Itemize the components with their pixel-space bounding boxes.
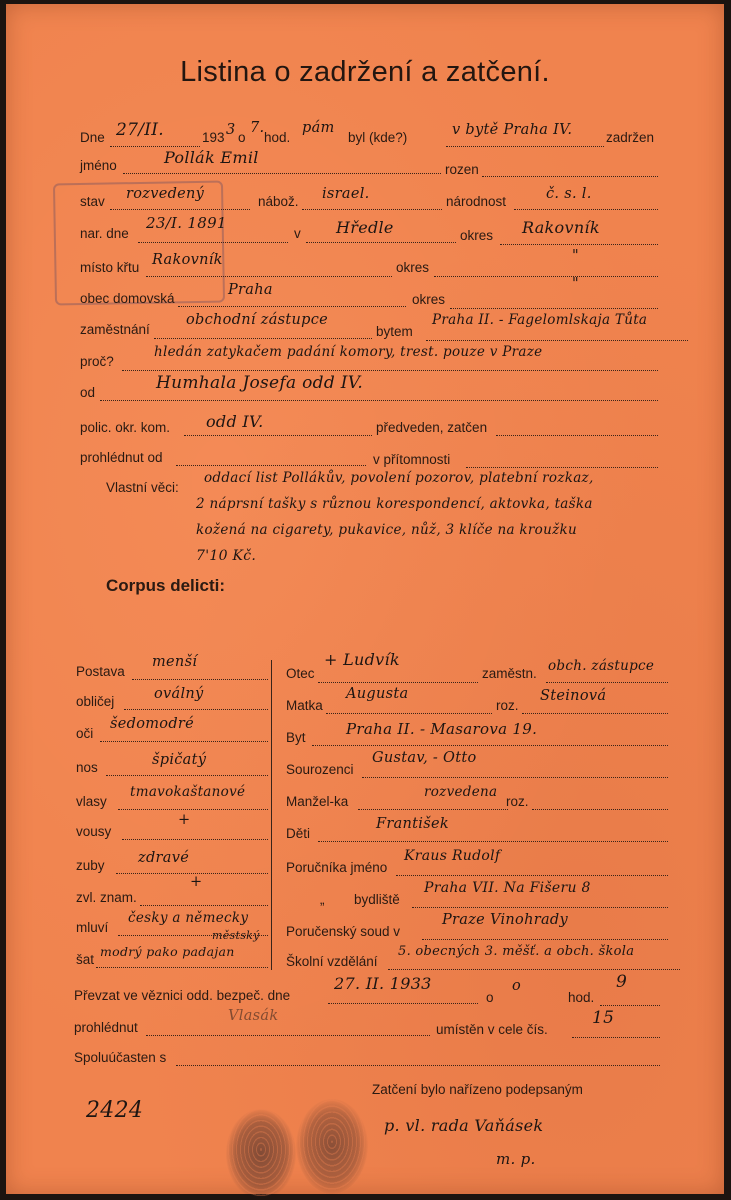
value-day: 27/II. <box>116 120 164 140</box>
label-bytem: bytem <box>376 324 413 339</box>
line-vousy <box>122 839 268 840</box>
label-narodnost: národnost <box>446 194 507 209</box>
label-oblicej: obličej <box>76 694 115 709</box>
label-zatceni: Zatčení bylo nařízeno podepsaným <box>372 1082 583 1097</box>
line-prevzat-hod <box>600 1005 660 1006</box>
label-stav: stav <box>80 194 105 209</box>
value-where: v bytě Praha IV. <box>452 122 573 138</box>
value-zuby: zdravé <box>138 850 190 866</box>
value-proc: hledán zatykačem padání komory, trest. pouze v Praze <box>154 344 543 360</box>
label-vousy: vousy <box>76 824 112 839</box>
value-skolni: 5. obecných 3. měšť. a obch. škola <box>398 944 635 959</box>
value-prohlednut: Vlasák <box>228 1008 279 1024</box>
value-time-of-day: pám <box>302 120 335 136</box>
value-jmeno: Pollák Emil <box>164 148 259 167</box>
label-rozen: rozen <box>445 162 479 177</box>
value-number: 2424 <box>86 1098 144 1123</box>
line-otec <box>318 682 478 683</box>
value-manzel: rozvedena <box>424 784 498 800</box>
line-prevzat-dne <box>328 1003 478 1004</box>
line-narodnost <box>514 209 658 210</box>
value-vousy: + <box>178 812 191 828</box>
label-mluvi: mluví <box>76 920 109 935</box>
value-otec: + Ludvík <box>324 650 400 669</box>
line-nar-dne <box>138 242 288 243</box>
value-narodnost: č. s. l. <box>546 186 592 202</box>
label-porucnika: Poručníka jméno <box>286 860 388 875</box>
line-proc <box>122 370 658 371</box>
line-predveden <box>496 435 658 436</box>
label-okres-3: okres <box>412 292 446 307</box>
value-sat: modrý pako padajan <box>100 944 235 959</box>
value-obec-okres: " <box>572 276 579 292</box>
label-vlastni-veci: Vlastní věci: <box>106 480 179 495</box>
value-cela: 15 <box>592 1008 615 1028</box>
label-o2: o <box>486 990 494 1005</box>
label-o: o <box>238 130 246 145</box>
line-spoluucasten <box>176 1065 660 1066</box>
label-umisten: umístěn v cele čís. <box>436 1022 548 1037</box>
section-corpus-delicti: Corpus delicti: <box>106 576 226 595</box>
label-roz: roz. <box>496 698 519 713</box>
value-vlastni-veci-1: oddací list Pollákův, povolení pozorov, platební rozkaz, <box>204 470 594 486</box>
value-zamestnani: obchodní zástupce <box>186 312 329 328</box>
line-obec-domovska <box>178 306 406 307</box>
line-zamestnani <box>154 338 372 339</box>
label-obec-domovska: obec domovská <box>80 291 175 306</box>
value-naboz: israel. <box>322 186 370 202</box>
label-sourozenci: Sourozenci <box>286 762 354 777</box>
line-nar-okres <box>500 244 658 245</box>
label-okres-2: okres <box>396 260 430 275</box>
label-zvl-znam: zvl. znam. <box>76 890 137 905</box>
value-deti: František <box>376 816 449 832</box>
line-naboz <box>302 209 442 210</box>
line-prohlednut <box>146 1035 430 1036</box>
label-naboz: nábož. <box>258 194 299 209</box>
line-byt <box>312 745 668 746</box>
value-otec-zamestn: obch. zástupce <box>548 658 655 674</box>
label-matka: Matka <box>286 698 323 713</box>
line-polic <box>184 435 372 436</box>
line-cela <box>572 1037 660 1038</box>
line-rozen <box>482 176 658 177</box>
line-oblicej <box>124 709 268 710</box>
label-dne: Dne <box>80 130 105 145</box>
value-oblicej: oválný <box>154 686 204 702</box>
value-zvl-znam: + <box>190 874 203 890</box>
value-prevzat-dne: 27. II. 1933 <box>334 974 432 993</box>
line-stav <box>110 209 250 210</box>
label-year: 193 <box>202 130 225 145</box>
line-vlasy <box>118 809 268 810</box>
value-misto-krtu: Rakovník <box>152 252 223 268</box>
label-zamestn: zaměstn. <box>482 666 537 681</box>
line-skolni <box>388 969 680 970</box>
value-byt: Praha II. - Masarova 19. <box>346 720 538 738</box>
form-title: Listina o zadržení a zatčení. <box>180 56 550 88</box>
label-jmeno: jméno <box>80 158 117 173</box>
label-oci: oči <box>76 726 94 741</box>
line-nar-v <box>306 242 456 243</box>
value-hour: 7. <box>250 120 265 136</box>
label-zuby: zuby <box>76 858 105 873</box>
line-postava <box>132 679 268 680</box>
line-porucnika <box>396 875 668 876</box>
label-od: od <box>80 385 96 400</box>
label-zadrzen: zadržen <box>606 130 655 145</box>
line-otec-zamestn <box>546 682 668 683</box>
label-otec: Otec <box>286 666 315 681</box>
column-divider <box>271 660 272 970</box>
line-byl <box>446 146 604 147</box>
label-postava: Postava <box>76 664 125 679</box>
label-quote: „ <box>320 892 325 907</box>
value-nar-dne: 23/I. 1891 <box>146 214 227 232</box>
line-manzel <box>358 809 508 810</box>
value-signature-mp: m. p. <box>496 1150 536 1168</box>
label-nar-dne: nar. dne <box>80 226 129 241</box>
line-porucensky <box>422 939 668 940</box>
value-sourozenci: Gustav, - Otto <box>372 750 477 766</box>
value-year: 3 <box>226 122 236 138</box>
value-matka-roz: Steinová <box>540 688 607 704</box>
label-manzel-roz: roz. <box>506 794 529 809</box>
label-v-pritomnosti: v přítomnosti <box>373 452 451 467</box>
label-hod2: hod. <box>568 990 595 1005</box>
value-bytem: Praha II. - Fagelomlskaja Tůta <box>432 312 648 328</box>
label-predveden: předveden, zatčen <box>376 420 488 435</box>
line-od <box>100 400 658 401</box>
value-mluvi: česky a německy <box>128 910 249 926</box>
value-polic: odd IV. <box>206 412 264 431</box>
label-prohlednut-od: prohlédnut od <box>80 450 163 465</box>
line-obec-okres <box>450 308 658 309</box>
label-porucensky: Poručenský soud v <box>286 924 401 939</box>
value-nar-okres: Rakovník <box>522 218 600 237</box>
value-vlastni-veci-2: 2 náprsní tašky s různou korespondencí, aktovka, taška <box>196 496 593 512</box>
label-sat: šat <box>76 952 95 967</box>
value-nos: špičatý <box>152 752 207 768</box>
label-polic: polic. okr. kom. <box>80 420 171 435</box>
value-vlastni-veci-3: kožená na cigarety, pukavice, nůž, 3 klíče na kroužku <box>196 522 577 538</box>
line-misto-krtu <box>146 276 392 277</box>
value-stav: rozvedený <box>126 186 205 202</box>
value-vlastni-veci-4: 7'10 Kč. <box>196 548 257 564</box>
line-zvl-znam <box>140 905 268 906</box>
line-nos <box>106 775 268 776</box>
value-nar-v: Hředle <box>336 218 394 237</box>
value-signature: p. vl. rada Vaňásek <box>384 1116 544 1135</box>
line-dne <box>110 146 200 147</box>
label-bydliste: bydliště <box>354 892 400 907</box>
value-misto-okres: " <box>572 248 579 264</box>
line-bytem <box>426 340 688 341</box>
line-matka <box>326 713 492 714</box>
label-byt: Byt <box>286 730 306 745</box>
line-v-pritomnosti <box>466 467 658 468</box>
value-od: Humhala Josefa odd IV. <box>156 373 364 393</box>
label-manzel: Manžel-ka <box>286 794 349 809</box>
label-skolni: Školní vzdělání <box>286 954 378 969</box>
label-vlasy: vlasy <box>76 794 107 809</box>
value-vlasy: tmavokaštanové <box>130 784 246 800</box>
fingerprint-right <box>296 1099 368 1194</box>
label-v: v <box>294 226 301 241</box>
label-hod: hod. <box>264 130 291 145</box>
label-deti: Děti <box>286 826 311 841</box>
label-prevzat: Převzat ve věznici odd. bezpeč. dne <box>74 988 291 1003</box>
value-prevzat-hod: 9 <box>616 972 628 992</box>
value-bydliste: Praha VII. Na Fišeru 8 <box>424 880 591 896</box>
value-prevzat-o: o <box>512 978 522 994</box>
line-jmeno <box>123 173 441 174</box>
label-byl: byl (kde?) <box>348 130 408 145</box>
line-prohlednut-od <box>176 465 366 466</box>
value-porucnika: Kraus Rudolf <box>404 848 501 864</box>
value-sat-extra: městský <box>212 929 260 942</box>
line-sourozenci <box>362 777 668 778</box>
value-obec-domovska: Praha <box>228 282 273 298</box>
arrest-record-form <box>6 4 724 1194</box>
fingerprint-left <box>226 1109 296 1199</box>
value-postava: menší <box>152 654 198 670</box>
line-deti <box>318 841 668 842</box>
line-misto-okres <box>434 276 658 277</box>
label-misto-krtu: místo křtu <box>80 260 140 275</box>
value-matka: Augusta <box>346 686 409 702</box>
line-manzel-roz <box>532 809 668 810</box>
label-proc: proč? <box>80 354 114 369</box>
label-prohlednut: prohlédnut <box>74 1020 138 1035</box>
line-oci <box>100 741 268 742</box>
label-zamestnani: zaměstnání <box>80 322 150 337</box>
line-sat <box>96 967 268 968</box>
line-bydliste <box>412 907 668 908</box>
value-oci: šedomodré <box>110 716 195 732</box>
label-okres-1: okres <box>460 228 494 243</box>
value-porucensky: Praze Vinohrady <box>442 912 568 928</box>
label-spoluucasten: Spoluúčasten s <box>74 1050 167 1065</box>
line-matka-roz <box>522 713 668 714</box>
label-nos: nos <box>76 760 98 775</box>
